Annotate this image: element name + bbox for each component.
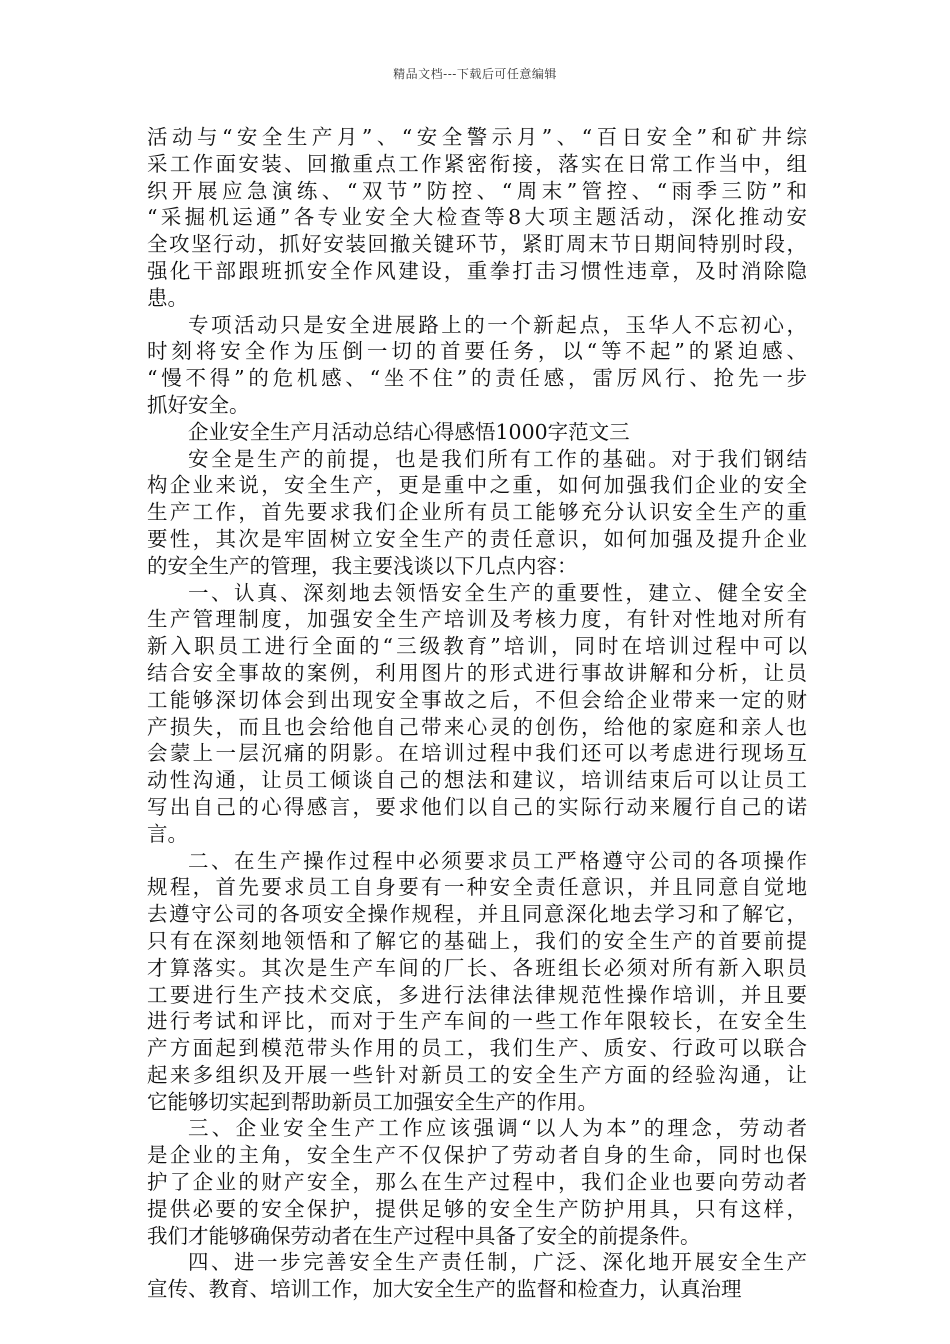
- text-line: 三、企业安全生产工作应该强调“以人为本”的理念，劳动者: [188, 1116, 807, 1141]
- document-body: [147, 124, 807, 1303]
- text-line: 采工作面安装、回撤重点工作紧密衔接，落实在日常工作当中，组: [147, 151, 807, 176]
- text-line: 时刻将安全作为压倒一切的首要任务，以“等不起”的紧迫感、: [147, 339, 807, 364]
- text-line: 强化干部跟班抓安全作风建设，重拳打击习惯性违章，及时消除隐: [147, 258, 807, 283]
- text-line: 新入职员工进行全面的“三级教育”培训，同时在培训过程中可以: [147, 634, 807, 659]
- text-line: 动性沟通，让员工倾谈自己的想法和建议，培训结束后可以让员工: [147, 768, 807, 793]
- text-line: 护了企业的财产安全，那么在生产过程中，我们企业也要向劳动者: [147, 1170, 807, 1195]
- paragraph: [147, 312, 807, 419]
- text-line: 宣传、教育、培训工作，加大安全生产的监督和检查力，认真治理: [147, 1277, 742, 1302]
- text-line: 专项活动只是安全进展路上的一个新起点，玉华人不忘初心，: [188, 312, 807, 337]
- text-line: 去遵守公司的各项安全操作规程，并且同意深化地去学习和了解它，: [147, 902, 807, 927]
- text-line: 活动与“安全生产月”、“安全警示月”、“百日安全”和矿井综: [147, 125, 807, 149]
- text-line: “慢不得”的危机感、“坐不住”的责任感，雷厉风行、抢先一步: [147, 366, 807, 391]
- paragraph: [147, 1249, 807, 1303]
- text-line: 进行考试和评比，而对于生产车间的一些工作年限较长，在安全生: [147, 1009, 807, 1034]
- text-line: 工要进行生产技术交底，多进行法律法律规范性操作培训，并且要: [147, 982, 807, 1007]
- text-line: 织开展应急演练、“双节”防控、“周末”管控、“雨季三防”和: [147, 178, 807, 203]
- text-line: 要性，其次是牢固树立安全生产的责任意识，如何加强及提升企业: [147, 526, 807, 551]
- text-line: 结合安全事故的案例，利用图片的形式进行事故讲解和分析，让员: [147, 660, 807, 685]
- text-line: 只有在深刻地领悟和了解它的基础上，我们的安全生产的首要前提: [147, 928, 807, 953]
- text-line: 我们才能够确保劳动者在生产过程中具备了安全的前提条件。: [147, 1223, 701, 1248]
- text-line: 提供必要的安全保护，提供足够的安全生产防护用具，只有这样，: [147, 1196, 807, 1221]
- text-line: 的安全生产的管理，我主要浅谈以下几点内容：: [147, 553, 578, 578]
- text-line: 患。: [147, 285, 188, 310]
- paragraph: [147, 446, 807, 580]
- text-line: 才算落实。其次是生产车间的厂长、各班组长必须对所有新入职员: [147, 955, 807, 980]
- text-line: 规程，首先要求员工自身要有一种安全责任意识，并且同意自觉地: [147, 875, 807, 900]
- text-line: 一、认真、深刻地去领悟安全生产的重要性，建立、健全安全: [188, 580, 807, 605]
- text-line: 起来多组织及开展一些针对新员工的安全生产方面的经验沟通，让: [147, 1062, 807, 1087]
- paragraph: [147, 419, 807, 446]
- paragraph: [147, 124, 807, 312]
- paragraph: [147, 580, 807, 848]
- text-line: 四、进一步完善安全生产责任制，广泛、深化地开展安全生产: [188, 1250, 807, 1275]
- paragraph: [147, 848, 807, 1116]
- text-line: 抓好安全。: [147, 392, 250, 417]
- text-line: 是企业的主角，安全生产不仅保护了劳动者自身的生命，同时也保: [147, 1143, 807, 1168]
- text-line: 生产工作，首先要求我们企业所有员工能够充分认识安全生产的重: [147, 500, 807, 525]
- text-line: 写出自己的心得感言，要求他们以自己的实际行动来履行自己的诺: [147, 794, 807, 819]
- text-line: 言。: [147, 821, 188, 846]
- text-line: “采掘机运通”各专业安全大检查等8大项主题活动，深化推动安: [147, 205, 807, 230]
- text-line: 工能够深切体会到出现安全事故之后，不但会给企业带来一定的财: [147, 687, 807, 712]
- text-line: 企业安全生产月活动总结心得感悟1000字范文三: [188, 419, 630, 444]
- page-header: 精品文档---下载后可任意编辑: [393, 67, 557, 81]
- text-line: 二、在生产操作过程中必须要求员工严格遵守公司的各项操作: [188, 848, 807, 873]
- text-line: 构企业来说，安全生产，更是重中之重，如何加强我们企业的安全: [147, 473, 807, 498]
- paragraph: [147, 1115, 807, 1249]
- text-line: 生产管理制度，加强安全生产培训及考核力度，有针对性地对所有: [147, 607, 807, 632]
- text-line: 全攻坚行动，抓好安装回撤关键环节，紧盯周末节日期间特别时段，: [147, 232, 807, 257]
- text-line: 安全是生产的前提，也是我们所有工作的基础。对于我们钢结: [188, 446, 807, 471]
- text-line: 会蒙上一层沉痛的阴影。在培训过程中我们还可以考虑进行现场互: [147, 741, 807, 766]
- text-line: 产方面起到模范带头作用的员工，我们生产、质安、行政可以联合: [147, 1036, 807, 1061]
- text-line: 产损失，而且也会给他自己带来心灵的创伤，给他的家庭和亲人也: [147, 714, 807, 739]
- text-line: 它能够切实起到帮助新员工加强安全生产的作用。: [147, 1089, 598, 1114]
